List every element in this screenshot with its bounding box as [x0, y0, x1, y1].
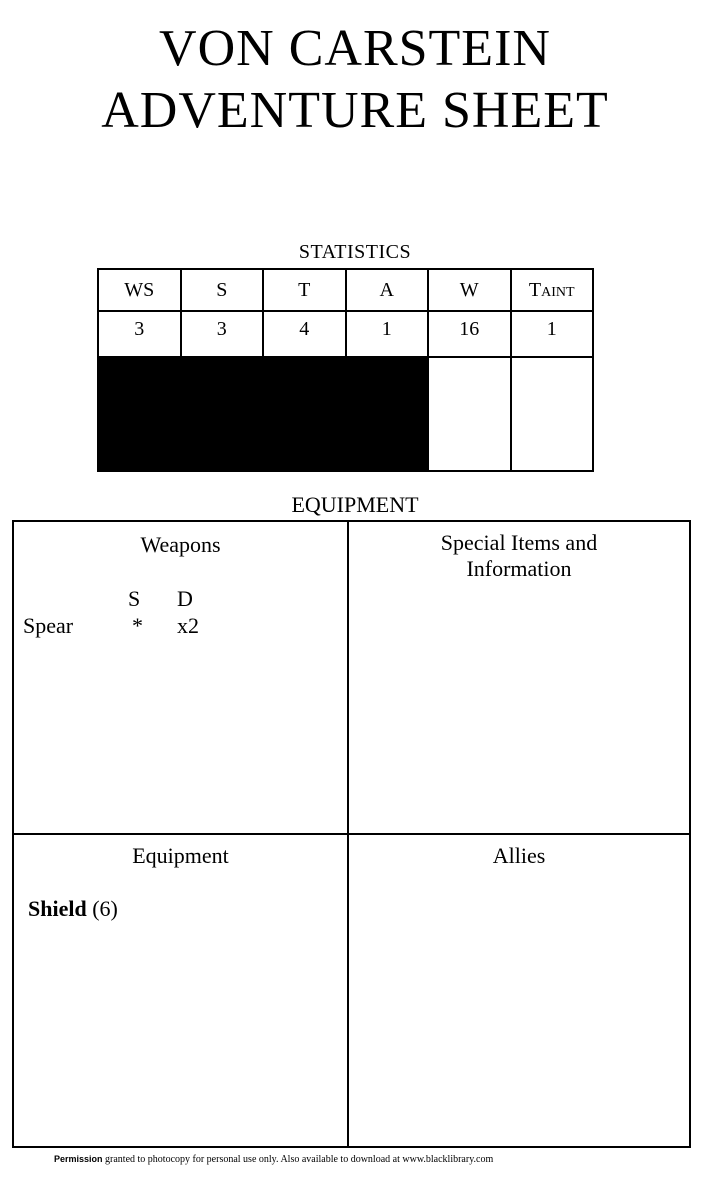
stat-header-w: W [428, 269, 511, 311]
special-items-panel-heading [349, 530, 689, 582]
equipment-panel-heading: Equipment [132, 843, 229, 868]
stat-header-s: S [181, 269, 264, 311]
equipment-heading: EQUIPMENT [291, 492, 419, 517]
equipment-item-name: Shield [28, 896, 87, 921]
footer-bold: Permission [54, 1154, 103, 1164]
footer-text: granted to photocopy for personal use only. Also available to download at www.blacklibrary.com [105, 1154, 494, 1165]
equipment-item [28, 896, 118, 922]
special-heading-line2: Information [466, 556, 572, 581]
weapons-col-strength: S [128, 586, 141, 611]
weapons-col-damage: D [177, 586, 193, 611]
stat-header-a: A [346, 269, 429, 311]
stat-header-taint: Taint [511, 269, 594, 311]
equipment-grid [12, 520, 691, 1148]
stat-blank-w [428, 357, 511, 471]
statistics-value-row [98, 311, 593, 357]
statistics-heading: STATISTICS [298, 241, 412, 263]
stat-value-t: 4 [263, 311, 346, 357]
weapon-damage: x2 [177, 613, 199, 638]
statistics-header-row [98, 269, 593, 311]
grid-horizontal-divider [14, 833, 689, 835]
weapons-panel-heading: Weapons [140, 532, 221, 557]
stat-header-ws: WS [98, 269, 181, 311]
stat-value-ws: 3 [98, 311, 181, 357]
stat-value-s: 3 [181, 311, 264, 357]
stat-value-taint: 1 [511, 311, 594, 357]
weapon-strength: * [132, 613, 143, 638]
weapon-name: Spear [23, 613, 74, 638]
statistics-blank-row [98, 357, 593, 471]
equipment-item-value: (6) [92, 896, 118, 921]
sheet-title-line2: ADVENTURE SHEET [101, 82, 609, 139]
blacked-out-cell [98, 357, 428, 471]
special-heading-line1: Special Items and [440, 530, 598, 555]
statistics-table [97, 268, 594, 472]
stat-value-a: 1 [346, 311, 429, 357]
stat-blank-taint [511, 357, 594, 471]
stat-value-w: 16 [428, 311, 511, 357]
allies-panel-heading: Allies [492, 843, 546, 868]
permission-footer [54, 1154, 493, 1165]
sheet-title-line1: VON CARSTEIN [159, 20, 551, 77]
stat-header-t: T [263, 269, 346, 311]
